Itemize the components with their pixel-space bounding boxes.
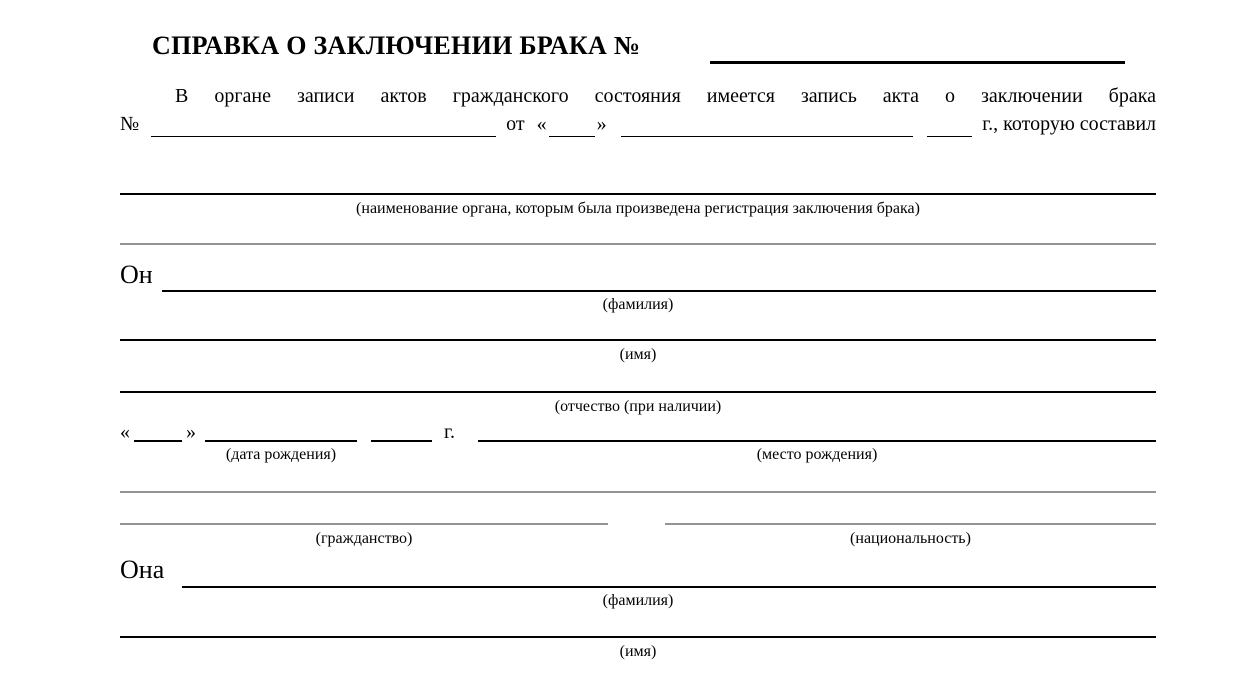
intro-text: В органе записи актов гражданского состояния имеется запись акта о заключении брака	[175, 85, 1156, 107]
registry-name-line-1[interactable]	[120, 193, 1156, 195]
act-day-blank[interactable]	[549, 113, 595, 137]
act-month-blank[interactable]	[621, 113, 914, 137]
husband-patronymic-caption: (отчество (при наличии)	[554, 398, 722, 415]
wife-name-blank[interactable]	[120, 636, 1156, 638]
close-quote: »	[596, 113, 607, 135]
birth-month-blank[interactable]	[205, 440, 357, 442]
from-label: от	[506, 113, 525, 135]
husband-surname-blank[interactable]	[162, 290, 1156, 292]
document-title: СПРАВКА О ЗАКЛЮЧЕНИИ БРАКА №	[152, 31, 641, 60]
husband-surname-caption: (фамилия)	[602, 296, 674, 313]
nationality-caption: (национальность)	[850, 530, 971, 547]
act-number-blank[interactable]	[151, 113, 496, 137]
intro-tail-text: г., которую составил	[982, 113, 1156, 135]
wife-surname-caption: (фамилия)	[602, 592, 674, 609]
birth-place-line-2[interactable]	[120, 491, 1156, 493]
husband-patronymic-blank[interactable]	[120, 391, 1156, 393]
birth-place-caption: (место рождения)	[756, 446, 878, 463]
wife-name-caption: (имя)	[619, 643, 657, 660]
citizenship-caption: (гражданство)	[315, 530, 413, 547]
birth-close-quote: »	[186, 421, 196, 443]
nationality-blank[interactable]	[665, 523, 1156, 525]
wife-label: Она	[120, 555, 165, 584]
certificate-number-blank[interactable]	[710, 61, 1125, 64]
birth-year-blank[interactable]	[371, 440, 432, 442]
husband-name-caption: (имя)	[619, 346, 657, 363]
birth-date-caption: (дата рождения)	[225, 446, 337, 463]
husband-name-blank[interactable]	[120, 339, 1156, 341]
wife-surname-blank[interactable]	[182, 586, 1156, 588]
citizenship-blank[interactable]	[120, 523, 608, 525]
open-quote: «	[536, 113, 547, 135]
husband-label: Он	[120, 260, 153, 289]
birth-open-quote: «	[120, 421, 130, 443]
birth-day-blank[interactable]	[134, 440, 182, 442]
birth-place-blank[interactable]	[478, 440, 1156, 442]
registry-name-line-2[interactable]	[120, 243, 1156, 245]
birth-year-label: г.	[444, 421, 455, 443]
act-number-sign: №	[120, 113, 140, 135]
registry-name-caption: (наименование органа, которым была произведена регистрация заключения брака)	[356, 200, 920, 217]
act-year-blank[interactable]	[927, 113, 972, 137]
intro-fill-row	[120, 111, 1156, 137]
